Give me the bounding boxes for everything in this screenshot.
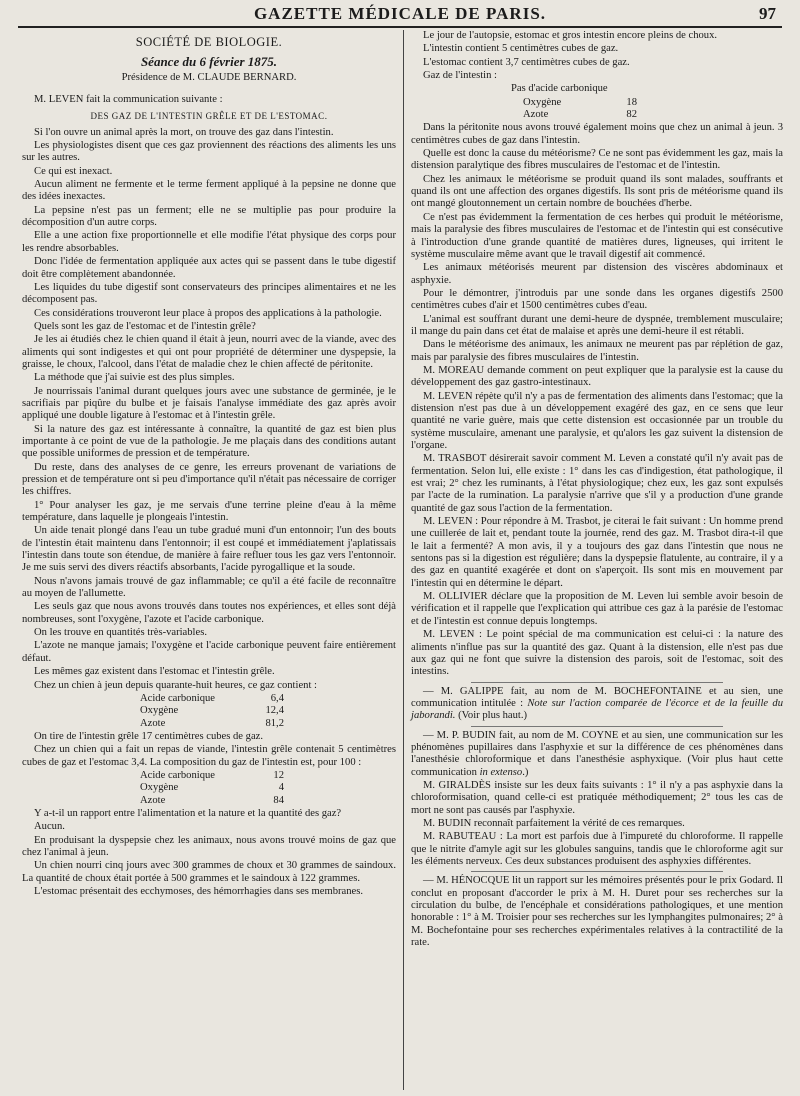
presidency-line: Présidence de M. CLAUDE BERNARD. [121, 71, 297, 83]
gas-name: Acide carbonique [140, 692, 216, 704]
gas-name: Oxygène [140, 782, 179, 794]
paragraph: Quels sont les gaz de l'estomac et de l'intestin grêle? [34, 320, 256, 332]
galippe-title: Note sur l'action comparée de l'écorce et de la feuille du jaborandi. [411, 697, 783, 722]
budin-text: — M. P. BUDIN fait, au nom de M. COYNE et au sien, une communication sur les phénomènes pupillaires dans l'asphyxie et sur la différence de ces phénomènes dans l'anesthésie chloroformique et dans l'anesthésie asphyxique. (Voir plus haut cette communication [411, 729, 783, 778]
paragraph: Y a-t-il un rapport entre l'alimentation et la nature et la quantité des gaz? [34, 807, 342, 819]
table-row [140, 705, 284, 717]
paragraph: Un aide tenait plongé dans l'eau un tube gradué muni d'un entonnoir; l'un des bouts de l'intestin était maintenu dans l'entonnoir; il est coupé et immédiatement j'aplatissais l'intestin dans toute son étendue, de manière à faire refluer tous les gaz vers l'entonnoir. Je me suis servi des divers réactifs absorbants, l'acide pyrogallique et la soude. [22, 525, 396, 574]
gas-value: 12,4 [265, 705, 284, 717]
right-paragraphs-1 [411, 30, 783, 82]
budin-em: in extenso [479, 766, 523, 778]
paragraph: Chez les animaux le météorisme se produit quand ils sont malades, souffrants et quand ils ont une affection des organes digestifs. Ils sont pris de météorisme quand ils ont mangé gloutonnement un certain nombre de bouchées d'herbe. [411, 173, 783, 210]
paragraph: Les liquides du tube digestif sont conservateurs des principes alimentaires et ne les décomposent pas. [22, 281, 396, 306]
gas-value: 18 [626, 96, 637, 108]
paragraph: L'estomac contient 3,7 centimètres cubes de gaz. [423, 56, 630, 68]
paragraph: La pepsine n'est pas un ferment; elle ne se multiplie pas pour produire la décomposition d'un autre corps. [22, 204, 396, 229]
paragraph: Nous n'avons jamais trouvé de gaz inflammable; ce qu'il a été facile de reconnaître au moyen de l'allumette. [22, 575, 396, 600]
gas-value: 82 [626, 109, 637, 121]
page-header [18, 4, 782, 28]
paragraph: M. GIRALDÈS insiste sur les deux faits suivants : 1° il n'y a pas asphyxie dans la chloroformisation, quand celle-ci est pratiquée méthodiquement; 2° tous les cas de mort ne sont pas causés par l'asphyxie. [411, 779, 783, 816]
society-heading: SOCIÉTÉ DE BIOLOGIE. [135, 35, 283, 49]
gas-name: Oxygène [523, 96, 562, 108]
galippe-communication [411, 686, 783, 723]
table-row [140, 693, 284, 705]
gas-name: Azote [140, 794, 166, 806]
paragraph: Aucun. [34, 821, 65, 833]
table-row [140, 718, 284, 730]
right-column [411, 30, 783, 950]
table-row [523, 109, 637, 121]
paragraph: Les seuls gaz que nous avons trouvés dans toutes nos expériences, et elles sont déjà nombreuses, sont l'oxygène, l'azote et l'acide carbonique. [22, 601, 396, 625]
paragraph: Les physiologistes disent que ces gaz proviennent des réactions des aliments les uns sur les autres. [22, 140, 396, 164]
paragraph: Je les ai étudiés chez le chien quand il était à jeun, nourri avec de la viande, avec des aliments qui sont indigestes et qui ont pour propriété de déterminer une dyspepsie, la graisse, le choux, l'alcool, dans l'état de maladie chez le chien affecté de péritonite. [22, 334, 396, 370]
paragraph: Les animaux météorisés meurent par distension des viscères abdominaux et asphyxie. [411, 262, 783, 286]
section-divider [471, 871, 723, 872]
paragraph: Gaz de l'intestin : [423, 70, 497, 82]
left-paragraphs-1 [22, 127, 396, 692]
gas-value: 81,2 [265, 717, 284, 729]
paragraph: Du reste, dans des analyses de ce genre, les erreurs provenant de variations de pression et de température ont si peu d'importance qu'il n'était pas nécessaire de corriger les chiffres. [22, 461, 396, 498]
paragraph: L'animal est souffrant durant une demi-heure de dyspnée, tremblement musculaire; il mange du pain dans cet état de malaise et après une demi-heure il est rétabli. [411, 313, 783, 337]
table-row [140, 795, 284, 807]
section-divider [471, 682, 723, 683]
paragraph: Je nourrissais l'animal durant quelques jours avec une substance de germinée, je le sacrifiais par piqûre du bulbe et je faisais l'analyse immédiate des gaz après avoir appliqué une double ligature à l'estomac et à l'intestin grêle. [22, 385, 396, 422]
gas-value: 4 [278, 782, 284, 794]
paragraph: Aucun aliment ne fermente et le terme ferment appliqué à la pepsine ne donne que des idées inexactes. [22, 179, 396, 203]
henocque-report: — M. HÉNOCQUE lit un rapport sur les mémoires présentés pour le prix Godard. Il conclut en proposant d'accorder le prix à M. H. Duret pour ses recherches sur la circulation du bulbe, de l'encéphale et considérations pathologiques, et une mention honorable : 1° à M. Troisier pour ses recherches sur les lymphangites pulmonaires; 2° à M. Bochefontaine pour ses recherches expérimentales relatives à la contractilité de la rate. [411, 875, 783, 949]
gas-name: Azote [523, 109, 549, 121]
gas-name: Azote [140, 717, 166, 729]
paragraph: Quelle est donc la cause du météorisme? Ce ne sont pas évidemment les gaz, mais la distension paralytique des fibres musculaires de l'estomac et de l'intestin. [411, 148, 783, 172]
paragraph: Un chien nourri cinq jours avec 300 grammes de choux et 30 grammes de saindoux. La quantité de choux était portée à 500 grammes et le saindoux à 122 grammes. [22, 860, 396, 884]
left-paragraphs-2 [22, 731, 396, 769]
header-rule [18, 26, 782, 28]
paragraph: M. LEVEN : Le point spécial de ma communication est celui-ci : la nature des aliments n'influe pas sur la quantité des gaz. Quant à la distension, elle n'est pas due aux gaz qui ne font que suivre la distension des parois, soit de l'estomac, soit des intestins. [411, 629, 783, 678]
journal-title: GAZETTE MÉDICALE DE PARIS. [253, 4, 547, 23]
table-row [523, 97, 637, 109]
gas-value: 84 [273, 794, 284, 806]
gas-value: 6,4 [270, 692, 284, 704]
table-row [140, 770, 284, 782]
gas-table-meat [140, 770, 284, 807]
paragraph: Elle a une action fixe proportionnelle et elle modifie l'état physique des corps pour les rendre absorbables. [22, 230, 396, 254]
paragraph: En produisant la dyspepsie chez les animaux, nous avons trouvé moins de gaz que chez l'animal à jeun. [22, 834, 396, 858]
paragraph: M. LEVEN : Pour répondre à M. Trasbot, je citerai le fait suivant : Un homme prend une cuillerée de lait et, pendant toute la journée, rend des gaz. M. Trasbot dira-t-il que le lait a fermenté? A mon avis, il y a toujours des gaz dans l'intestin que nous ne sentons pas si la digestion est régulière; dans la dyspepsie flatulente, au contraire, il y a des gaz en quantité exagérée et dont on s'aperçoit. Ils sont mis en mouvement par l'intestin qui en détermine le départ. [411, 516, 783, 589]
paragraph: Ce qui est inexact. [34, 165, 113, 177]
paragraph: M. LEVEN répète qu'il n'y a pas de fermentation des aliments dans l'estomac; que la distension n'est pas due à un développement exagéré des gaz, en ce sens que leur quantité ne varie guère, mais que cette distension est occasionnée par un trouble du système musculaire, amenant une paralysie, et qu'alors les gaz suivent la distension de l'organe. [411, 390, 783, 451]
paragraph: Les mêmes gaz existent dans l'estomac et l'intestin grêle. [34, 666, 275, 678]
paragraph: Donc l'idée de fermentation appliquée aux actes qui se passent dans le tube digestif doit être complètement abandonnée. [22, 256, 396, 280]
paragraph: Ces considérations trouveront leur place à propos des applications à la pathologie. [34, 307, 382, 319]
left-paragraphs-3 [22, 808, 396, 898]
paragraph: L'intestin contient 5 centimètres cubes de gaz. [423, 43, 619, 55]
paragraph: L'azote ne manque jamais; l'oxygène et l'acide carbonique peuvent faire entièrement défaut. [22, 640, 396, 664]
table-header-line: Pas d'acide carbonique [511, 83, 608, 95]
right-paragraphs-3 [411, 780, 783, 868]
paragraph: Si l'on ouvre un animal après la mort, on trouve des gaz dans l'intestin. [34, 126, 334, 138]
left-column [22, 30, 396, 899]
paragraph: Pour le démontrer, j'introduis par une sonde dans les organes digestifs 2500 centimètres cubes d'air et 1500 centimètres cubes d'eau. [411, 287, 783, 312]
paragraph: Chez un chien qui a fait un repas de viande, l'intestin grêle contenait 5 centimètres cubes de gaz et l'estomac 3,4. La composition du gaz de l'intestin est, pour 100 : [22, 744, 396, 768]
paragraph: Dans la péritonite nous avons trouvé également moins que chez un animal à jeun. 3 centimètres cubes de gaz dans l'intestin. [411, 122, 783, 146]
right-paragraphs-2 [411, 122, 783, 678]
budin-communication [411, 730, 783, 779]
column-divider [403, 30, 404, 1090]
paragraph: M. BUDIN reconnaît parfaitement la vérité de ces remarques. [423, 817, 685, 829]
paragraph: Chez un chien à jeun depuis quarante-huit heures, ce gaz contient : [34, 679, 317, 691]
paragraph: On les trouve en quantités très-variables. [34, 627, 207, 639]
paragraph: On tire de l'intestin grêle 17 centimètres cubes de gaz. [34, 730, 264, 742]
paragraph: M. OLLIVIER déclare que la proposition de M. Leven lui semble avoir besoin de vérification et il rappelle que l'explication qui attribue ces gaz à la parésie de l'estomac et de l'intestin est connue depuis longtemps. [411, 591, 783, 627]
paragraph: M. TRASBOT désirerait savoir comment M. Leven a constaté qu'il n'y avait pas de fermentation. Selon lui, elle existe : 1° dans les cas d'indigestion, état pathologique, il est vrai; 2° chez les ruminants, à l'état physiologique; chez eux, les gaz sont expulsés par l'acte de la rumination. La paralysie n'arrive que s'il y a production d'une grande quantité de gaz sous l'action de la fermentation. [411, 453, 783, 514]
intro-line: M. LEVEN fait la communication suivante : [34, 94, 223, 106]
paragraph: M. MOREAU demande comment on peut expliquer que la paralysie est la cause du développement des gaz gastro-intestinaux. [411, 364, 783, 389]
gas-name: Acide carbonique [140, 769, 216, 781]
paragraph: Le jour de l'autopsie, estomac et gros intestin encore pleins de choux. [423, 30, 718, 41]
gas-table-cabbage [523, 97, 637, 122]
paragraph: Si la nature des gaz est intéressante à connaître, la quantité de gaz est bien plus importante à ce point de vue de la pathologie. Je me plaçais dans des conditions autant que possible uniformes de pression et de température. [22, 423, 396, 460]
gas-table-fasting [140, 693, 284, 730]
paragraph: 1° Pour analyser les gaz, je me servais d'une terrine pleine d'eau à la même température, dans laquelle je plongeais l'intestin. [22, 499, 396, 524]
paragraph: Ce n'est pas évidemment la fermentation de ces herbes qui produit le météorisme, mais la paralysie des fibres musculaires de l'estomac et de l'intestin qui est consécutive à l'introduction d'une grande quantité de matières dures, ligneuses, qui irritent le système musculaire même avant que le travail digestif ait commencé. [411, 211, 783, 260]
galippe-text: — M. GALIPPE fait, au nom de M. BOCHEFONTAINE et au sien, une communication intitulée : [411, 685, 783, 709]
budin-end: .) [522, 766, 529, 778]
table-row [140, 782, 284, 794]
galippe-ref: (Voir plus haut.) [455, 710, 528, 722]
paragraph: M. RABUTEAU : La mort est parfois due à l'impureté du chloroforme. Il rappelle que le nitrite d'amyle agit sur les globules sanguins, tandis que le chloroforme agit sur les éléments nerveux. Ces deux substances produisent des asphyxies différentes. [411, 831, 783, 867]
page-number: 97 [759, 4, 776, 23]
paragraph: L'estomac présentait des ecchymoses, des hémorrhagies dans ses membranes. [34, 886, 364, 897]
session-heading: Séance du 6 février 1875. [140, 54, 278, 70]
gas-name: Oxygène [140, 705, 179, 717]
paragraph: Dans le météorisme des animaux, les animaux ne meurent pas par réplétion de gaz, mais par paralysie des fibres musculaires de l'intestin. [411, 339, 783, 363]
paragraph: La méthode que j'ai suivie est des plus simples. [34, 372, 235, 384]
article-subtitle: DES GAZ DE L'INTESTIN GRÊLE ET DE L'ESTOMAC. [90, 111, 328, 122]
gas-value: 12 [273, 769, 284, 781]
section-divider [471, 726, 723, 727]
